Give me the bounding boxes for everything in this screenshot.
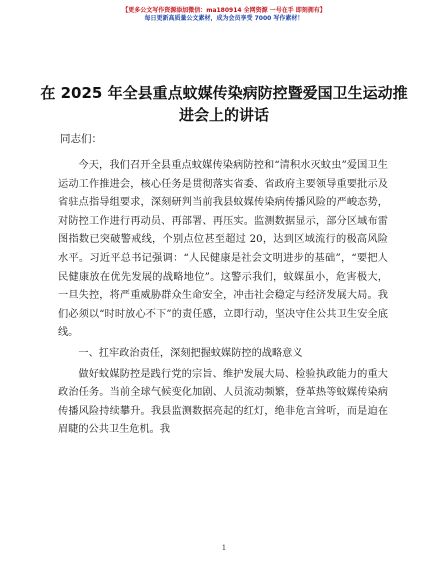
section-heading-1: 一、扛牢政治责任，深刻把握蚊媒防控的战略意义 — [78, 347, 303, 359]
document-title: 在 2025 年全县重点蚊媒传染病防控暨爱国卫生运动推进会上的讲话 — [40, 84, 408, 124]
page-number: 1 — [221, 544, 227, 552]
document-body — [58, 157, 388, 440]
salutation: 同志们： — [60, 133, 102, 145]
paragraph-section-1: 做好蚊媒防控是践行党的宗旨、维护发展大局、检验执政能力的重大政治任务。当前全球气候变化加剧、人员流动频繁，登革热等蚊媒传染病传播风险持续攀升。我县监测数据亮起的红灯，绝非危言耸听，而是迫在眉睫的公共卫生危机。我 — [58, 368, 388, 436]
promo-banner-line-1: 【更多公文写作资源添加微信：ma180914 全网资源 一号在手 即刻拥有】 — [122, 7, 326, 14]
promo-banner-line-2: 每日更新高质量公文素材，成为会员享受 7000 写作素材！ — [144, 15, 304, 22]
promo-banner — [0, 7, 448, 23]
paragraph-intro: 今天，我们召开全县重点蚊媒传染病防控和“清积水灭蚊虫”爱国卫生运动工作推进会，核心任务是贯彻落实省委、省政府主要领导重要批示及省驻点指导组要求，深刻研判当前我县蚊媒传染病传播风险的严峻态势，对防控工作进行再动员、再部署、再压实。监测数据显示，部分区域布雷图指数已突破警戒线，个别点位甚至超过 20，达到区域流行的极高风险水平。习近平总书记强调：“人民健康是社会文明进步的基础”，“要把人民健康放在优先发展的战略地位”。这警示我们，蚊媒虽小，危害极大，一旦失控，将严重威胁群众生命安全，冲击社会稳定与经济发展大局。我们必须以“时时放心不下”的责任感，立即行动，坚决守住公共卫生安全底线。 — [58, 160, 388, 339]
